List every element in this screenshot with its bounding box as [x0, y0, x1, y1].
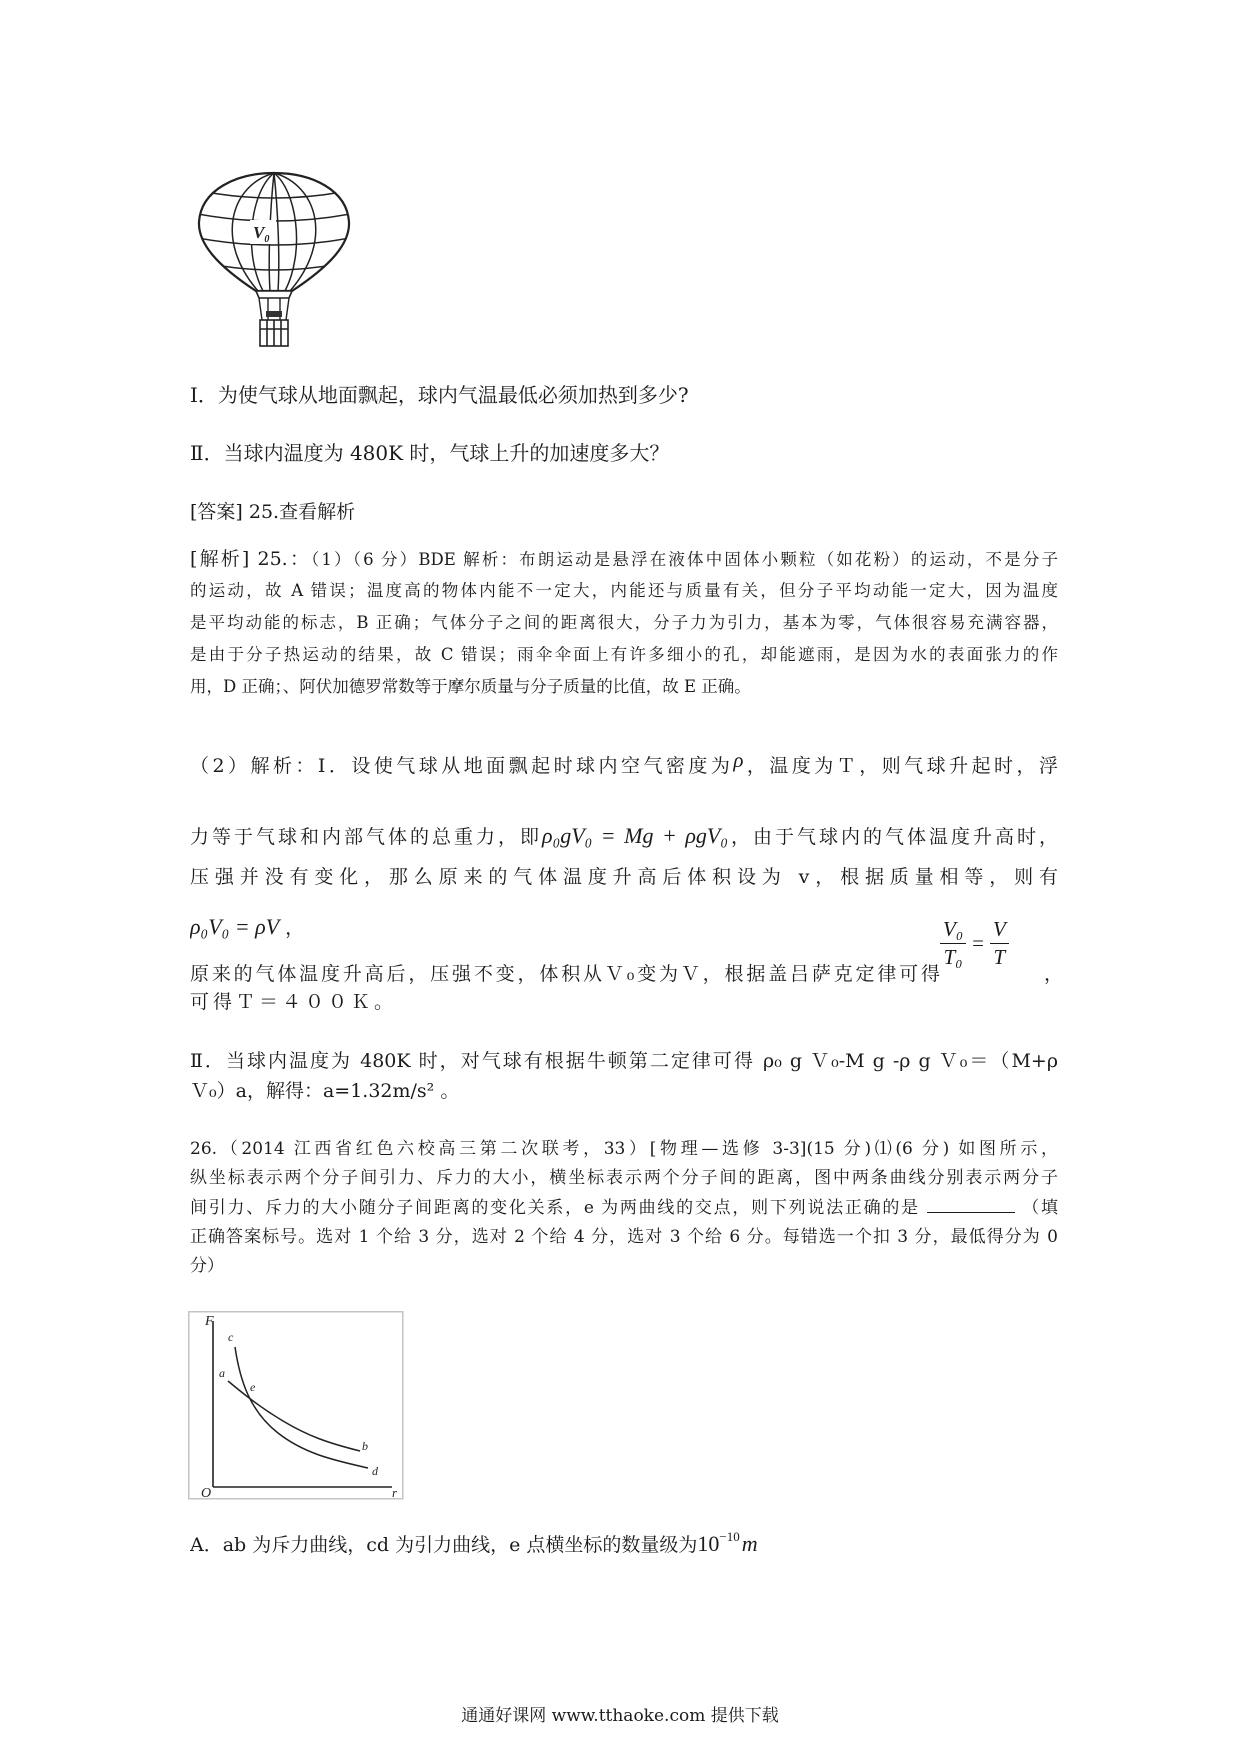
fraction-left-denominator: T₀: [943, 944, 963, 969]
solution1-text: ，由于气球内的气体温度升高时，: [727, 826, 1058, 848]
analysis-line-5: 用，D 正确；、阿伏加德罗常数等于摩尔质量与分子质量的比值，故 E 正确。: [190, 677, 751, 696]
curve-label-c: c: [228, 1330, 234, 1344]
fraction-right-numerator: V: [990, 916, 1009, 944]
q26-line-2: 纵坐标表示两个分子间引力、斥力的大小，横坐标表示两个分子间的距离，图中两条曲线分别表示两分子: [190, 1168, 1058, 1188]
intersection-label-e: e: [250, 1380, 256, 1394]
solution1-text: ，: [279, 917, 305, 939]
q26-line-5: 分）: [190, 1256, 224, 1276]
page-footer: 通通好课网 www.tthaoke.com 提供下载: [461, 1706, 779, 1726]
analysis-line-1: [190, 545, 1058, 573]
balloon-skirt: [256, 291, 292, 298]
curve-label-d: d: [372, 1464, 378, 1478]
solution1-text: 力等于气球和内部气体的总重力，即: [190, 826, 543, 848]
solution1-text: （2）解析：Ⅰ．设使气球从地面飘起时球内空气密度为: [190, 755, 734, 777]
solution1-line-6: 可得Ｔ＝４００Ｋ。: [190, 991, 398, 1013]
molecular-force-figure: [188, 1311, 406, 1501]
fraction-right-denominator: T: [993, 944, 1006, 969]
figure-frame: [189, 1312, 403, 1499]
analysis-line-2: 的运动，故 A 错误；温度高的物体内能不一定大，内能还与质量有关，但分子平均动能一定大，因为温度: [190, 581, 1058, 600]
option-a: [190, 1527, 1058, 1562]
question-1: Ⅰ．为使气球从地面飘起，球内气温最低必须加热到多少?: [190, 383, 689, 407]
gay-lussac-equation: [940, 912, 1009, 974]
order-of-magnitude-unit: m: [741, 1531, 758, 1556]
solution1-line-3: 压强并没有变化，那么原来的气体温度升高后体积设为 v，根据质量相等，则有: [190, 866, 1058, 888]
analysis-text: （1）（6 分）BDE 解析：布朗运动是悬浮在液体中固体小颗粒（如花粉）的运动，不是分子: [311, 550, 1058, 569]
balloon-volume-label: $V_0$: [253, 223, 270, 245]
q26-line-1: 26.（2014 江西省红色六校高三第二次联考，33）[物理—选修 3-3](15 分)⑴(6 分) 如图所示，: [190, 1139, 1058, 1159]
solution1-line-5: 原来的气体温度升高后，压强不变，体积从Ｖ₀变为Ｖ，根据盖吕萨克定律可得: [190, 963, 940, 985]
origin-label: O: [201, 1486, 212, 1501]
order-of-magnitude-base: 10: [697, 1531, 720, 1556]
q26-text: （填: [1022, 1198, 1058, 1218]
q26-line-3: [190, 1194, 1058, 1223]
balloon-basket: [260, 320, 288, 346]
solution1-line-2: [190, 819, 1058, 854]
analysis-line-3: 是平均动能的标志，B 正确；气体分子之间的距离很大，分子力为引力，基本为零，气体很容易充满容器，: [190, 613, 1058, 632]
curve-label-a: a: [219, 1366, 225, 1380]
question-2: Ⅱ．当球内温度为 480K 时，气球上升的加速度多大？: [190, 441, 670, 465]
y-axis-label: F: [205, 1314, 214, 1329]
curve-label-b: b: [362, 1439, 368, 1453]
answer-blank: [927, 1194, 1015, 1213]
hot-air-balloon-figure: [196, 170, 352, 362]
solution1-text: ，温度为Ｔ，则气球升起时，浮: [743, 755, 1058, 777]
option-a-text: A．ab 为斥力曲线，cd 为引力曲线，e 点横坐标的数量级为: [190, 1534, 698, 1556]
order-of-magnitude-exponent: −10: [719, 1529, 740, 1544]
fraction-left: [940, 916, 966, 971]
fraction-right: [990, 916, 1009, 971]
solution2-line-1: Ⅱ．当球内温度为 480K 时，对气球有根据牛顿第二定律可得 ρ₀ g Ｖ₀-M g -ρ g Ｖ₀＝（M+ρ: [190, 1050, 1058, 1072]
x-axis-label: r: [392, 1485, 398, 1500]
fraction-equals: =: [972, 930, 984, 955]
analysis-heading: [解析] 25.：: [190, 548, 312, 570]
q26-line-4: 正确答案标号。选对 1 个给 3 分，选对 2 个给 4 分，选对 3 个给 6 分。每错选一个扣 3 分，最低得分为 0: [190, 1227, 1058, 1247]
balloon-burner: [266, 311, 282, 317]
answer-line: [答案] 25.查看解析: [190, 501, 356, 523]
fraction-left-numerator: V₀: [940, 916, 966, 944]
buoyancy-equation: ρ₀gV₀ = Mg + ρgV₀: [542, 823, 728, 848]
solution1-line-4: [190, 910, 590, 945]
solution1-line-5-end: ，: [1044, 963, 1064, 985]
solution1-line-1: [190, 751, 1058, 780]
q26-text: 间引力、斥力的大小随分子间距离的变化关系，e 为两曲线的交点，则下列说法正确的是: [190, 1198, 920, 1218]
solution2-line-2: Ｖ₀）a，解得：a=1.32m/s² 。: [190, 1080, 460, 1102]
analysis-line-4: 是由于分子热运动的结果，故 C 错误；雨伞伞面上有许多细小的孔，却能遮雨，是因为水的表面张力的作: [190, 645, 1058, 664]
mass-equation: ρ₀V₀ = ρV: [190, 914, 280, 939]
density-symbol: ρ: [733, 751, 744, 772]
